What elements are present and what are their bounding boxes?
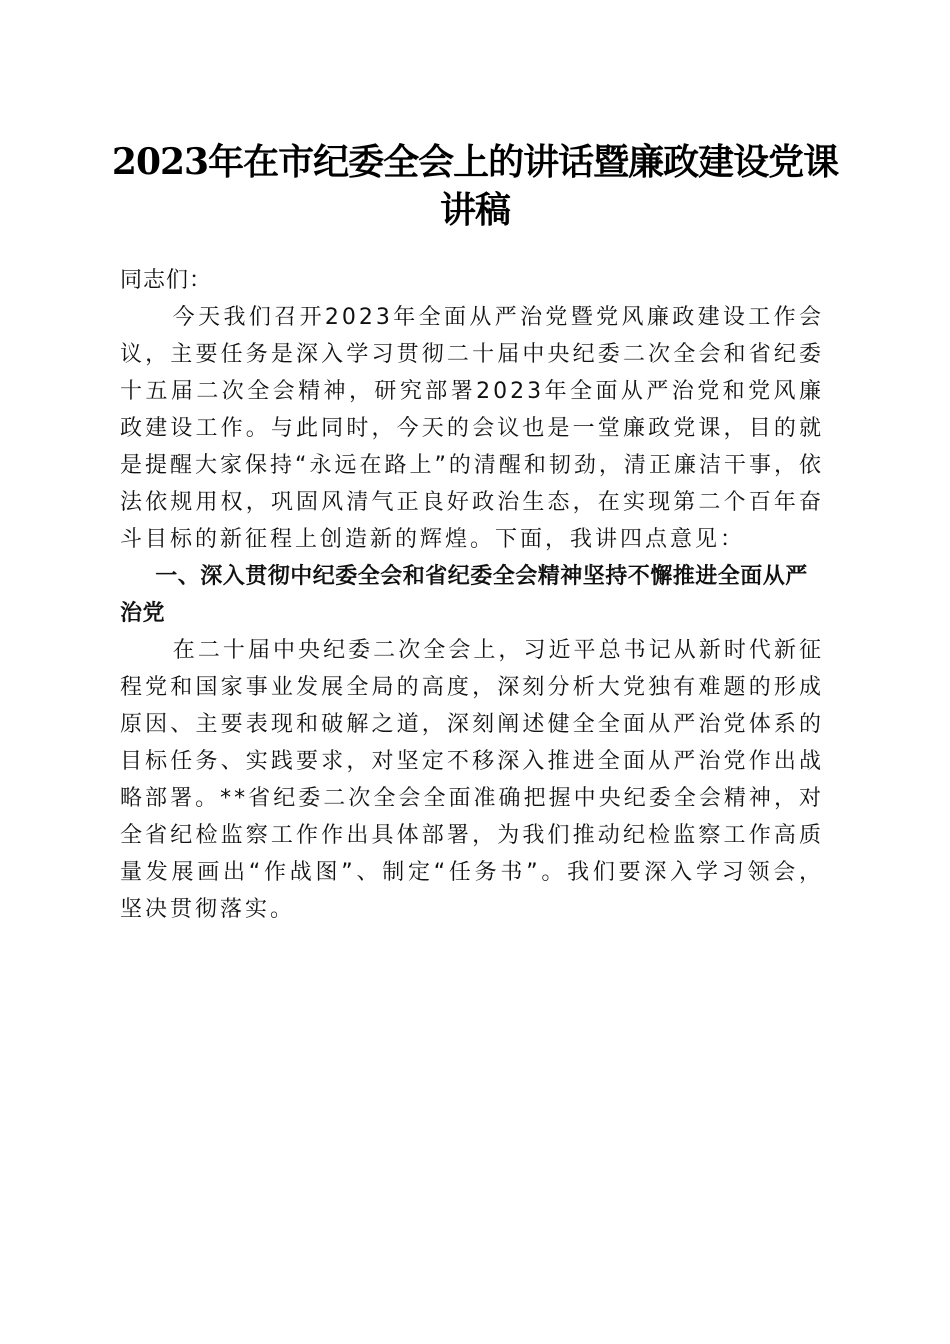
section-1-paragraph: 在二十届中央纪委二次全会上，习近平总书记从新时代新征程党和国家事业发展全局的高度，深刻分析大党独有难题的形成原因、主要表现和破解之道，深刻阐述健全全面从严治党体系的目标任务、实践要求，对坚定不移深入推进全面从严治党作出战略部署。**省纪委二次全会全面准确把握中央纪委全会精神，对全省纪检监察工作作出具体部署，为我们推动纪检监察工作高质量发展画出“作战图”、制定“任务书”。我们要深入学习领会，坚决贯彻落实。 <box>120 638 824 922</box>
intro-paragraph: 今天我们召开2023年全面从严治党暨党风廉政建设工作会议，主要任务是深入学习贯彻二十届中央纪委二次全会和省纪委十五届二次全会精神，研究部署2023年全面从严治党和党风廉政建设工作。与此同时，今天的会议也是一堂廉政党课，目的就是提醒大家保持“永远在路上”的清醒和韧劲，清正廉洁干事，依法依规用权，巩固风清气正良好政治生态，在实现第二个百年奋斗目标的新征程上创造新的辉煌。下面，我讲四点意见： <box>120 305 824 552</box>
document-body <box>120 262 824 928</box>
greeting: 同志们： <box>120 268 213 293</box>
document-title: 2023年在市纪委全会上的讲话暨廉政建设党课讲稿 <box>111 141 839 231</box>
section-1-heading: 一、深入贯彻中纪委全会和省纪委全会精神坚持不懈推进全面从严治党 <box>120 564 808 626</box>
